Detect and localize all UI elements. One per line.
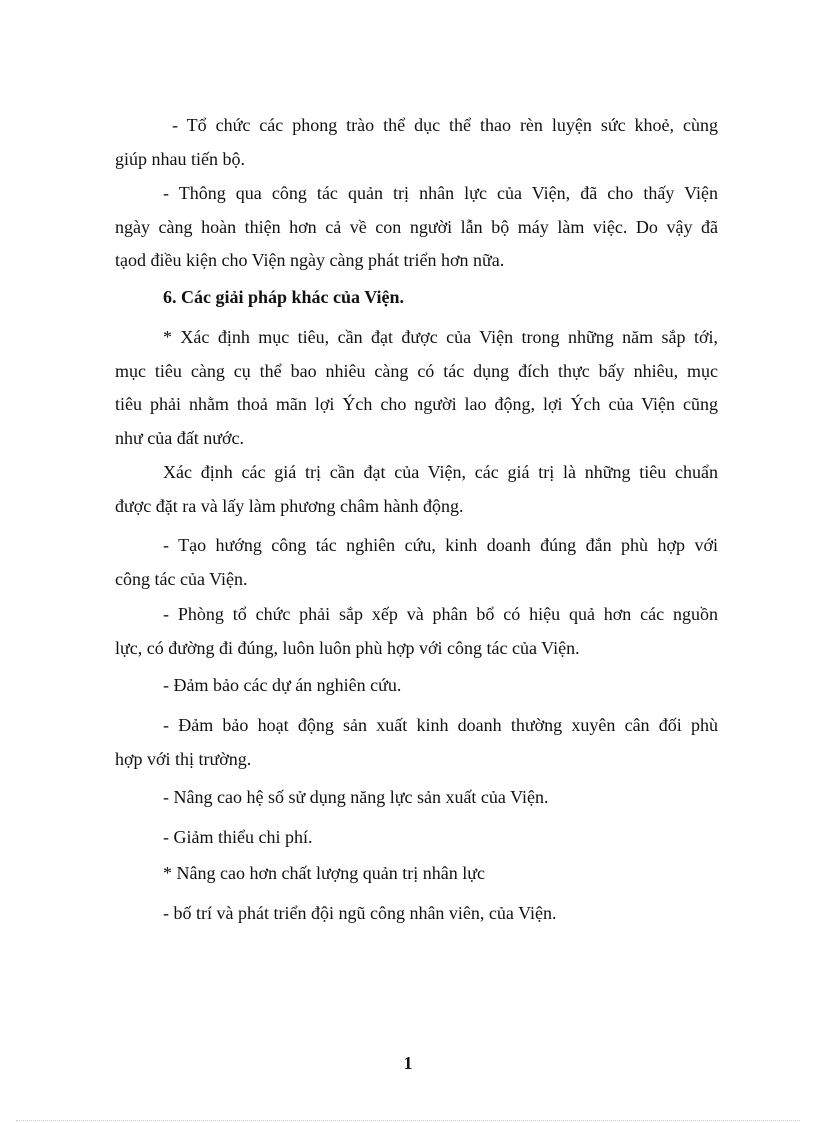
text-line: * Nâng cao hơn chất lượng quản trị nhân lực [163,863,485,883]
paragraph-research-direction [115,529,718,596]
text-line: - bố trí và phát triển đội ngũ công nhân viên, của Viện. [163,903,557,923]
paragraph-production [115,709,718,776]
paragraph-sports-activities [115,109,718,176]
section-heading [115,281,718,315]
paragraph-staff-development [115,897,718,931]
paragraph-research-projects [115,669,718,703]
text-line: - Đảm bảo các dự án nghiên cứu. [163,675,402,695]
paragraph-hr-management [115,177,718,278]
text-line: - Đảm bảo hoạt động sản xuất kinh doanh thường xuyên cân đối phù [163,715,718,735]
text-line: - Thông qua công tác quản trị nhân lực của Viện, đã cho thấy Viện [163,183,718,203]
text-line: - Tổ chức các phong trào thể dục thể thao rèn luyện sức khoẻ, cùng [172,115,718,135]
text-line: - Phòng tổ chức phải sắp xếp và phân bổ có hiệu quả hơn các nguồn [163,604,718,624]
text-line: Xác định các giá trị cần đạt của Viện, các giá trị là những tiêu chuẩn [163,462,718,482]
paragraph-cost-reduction [115,821,718,855]
text-line: hợp với thị trường. [115,748,252,769]
heading-text: 6. Các giải pháp khác của Viện. [163,287,405,307]
paragraph-hr-quality [115,857,718,891]
paragraph-goals [115,321,718,455]
paragraph-values [115,456,718,523]
paragraph-capacity [115,781,718,815]
text-line: - Giảm thiểu chi phí. [163,827,313,847]
paragraph-resource-allocation [115,598,718,665]
text-line: ngày càng hoàn thiện hơn cả về con người lẫn bộ máy làm việc. Do vậy đã [115,216,718,237]
text-line: như của đất nước. [115,427,244,448]
text-line: công tác của Viện. [115,568,248,589]
text-line: lực, có đường đi đúng, luôn luôn phù hợp với công tác của Viện. [115,637,580,658]
text-line: được đặt ra và lấy làm phương châm hành động. [115,495,464,516]
text-line: giúp nhau tiến bộ. [115,148,245,169]
text-line: * Xác định mục tiêu, cần đạt được của Viện trong những năm sắp tới, [163,327,718,347]
text-line: mục tiêu càng cụ thể bao nhiêu càng có tác dụng đích thực bấy nhiêu, mục [115,360,718,381]
text-line: tạod điều kiện cho Viện ngày càng phát triển hơn nữa. [115,250,505,270]
text-line: tiêu phải nhằm thoả mãn lợi Ých cho người lao động, lợi Ých của Viện cũng [115,394,718,414]
page-boundary-divider [16,1120,800,1121]
text-line: - Nâng cao hệ số sử dụng năng lực sản xuất của Viện. [163,787,549,807]
page-number: 1 [403,1053,413,1073]
text-line: - Tạo hướng công tác nghiên cứu, kinh doanh đúng đắn phù hợp với [163,535,718,555]
